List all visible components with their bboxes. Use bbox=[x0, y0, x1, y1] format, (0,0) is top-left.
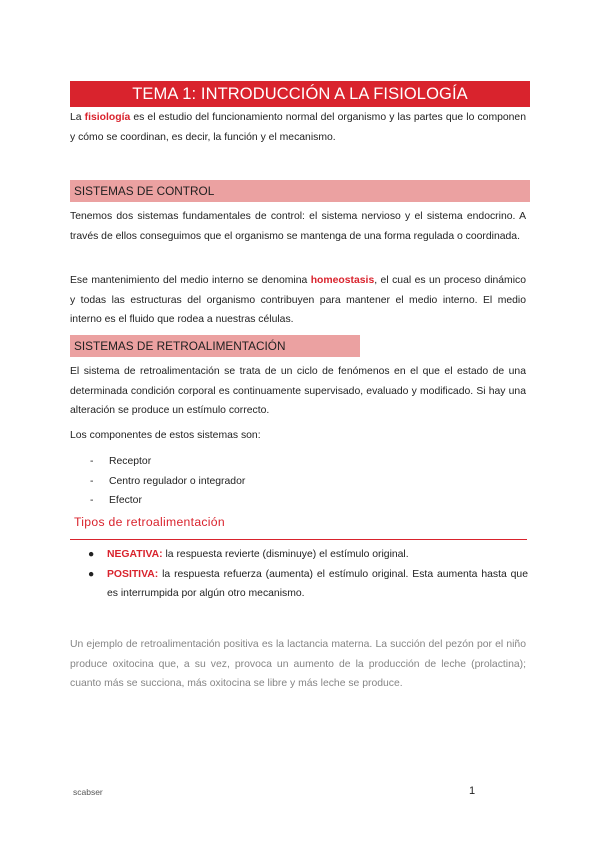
type-text: la respuesta revierte (disminuye) el estímulo original. bbox=[162, 549, 409, 560]
section-heading-control: SISTEMAS DE CONTROL bbox=[70, 180, 530, 202]
list-item bbox=[88, 565, 528, 604]
bullet-icon: ● bbox=[88, 568, 95, 580]
example-paragraph: Un ejemplo de retroalimentación positiva es la lactancia materna. La succión del pezón por el niño produce oxitocina que, a su vez, provoca un aumento de la producción de leche (prolactina); cuanto más se succiona, más oxitocina se libre y más leche se produce. bbox=[70, 639, 526, 690]
homeostasis-prefix: Ese mantenimiento del medio interno se denomina bbox=[70, 275, 311, 286]
feedback-paragraph-1: El sistema de retroalimentación se trata de un ciclo de fenómenos en el que el estado de una determinada condición corporal es continuamente supervisado, evaluado y modificado. Si hay una alteración se produce un estímulo correcto. bbox=[70, 366, 526, 417]
intro-term-fisiologia: fisiología bbox=[84, 112, 131, 123]
control-paragraph-1: Tenemos dos sistemas fundamentales de control: el sistema nervioso y el sistema endocrino. A través de ellos conseguimos que el organismo se mantenga de una forma regulada o coordinada. bbox=[70, 211, 526, 242]
type-label-negativa: NEGATIVA: bbox=[107, 549, 163, 560]
intro-rest: es el estudio del funcionamiento normal del organismo y las partes que lo componen y cómo se coordinan, es decir, la función y el mecanismo. bbox=[70, 112, 526, 143]
components-intro: Los componentes de estos sistemas son: bbox=[70, 430, 261, 441]
intro-prefix: La bbox=[70, 112, 85, 123]
control-paragraph-2 bbox=[70, 271, 526, 330]
list-item bbox=[88, 545, 528, 565]
homeostasis-rest: , el cual es un proceso dinámico y todas las estructuras del organismo contribuyen para mantener el medio interno. El medio interno es el fluido que rodea a nuestras células. bbox=[70, 275, 526, 326]
bullet-icon: ● bbox=[88, 549, 95, 560]
list-item: - Efector bbox=[90, 491, 245, 511]
footer-author: scabser bbox=[73, 787, 103, 797]
type-text: la respuesta refuerza (aumenta) el estímulo original. Esta aumenta hasta que es interrumpida por algún otro mecanismo. bbox=[107, 568, 528, 600]
types-heading: Tipos de retroalimentación bbox=[74, 515, 225, 529]
page-title: TEMA 1: INTRODUCCIÓN A LA FISIOLOGÍA bbox=[70, 81, 530, 107]
list-item: - Receptor bbox=[90, 452, 245, 472]
list-item: - Centro regulador o integrador bbox=[90, 472, 245, 492]
types-divider bbox=[70, 539, 527, 540]
intro-paragraph bbox=[70, 108, 526, 147]
homeostasis-term: homeostasis bbox=[310, 275, 375, 286]
type-label-positiva: POSITIVA: bbox=[107, 568, 159, 580]
components-list bbox=[90, 452, 245, 511]
types-list bbox=[88, 545, 528, 604]
page-number: 1 bbox=[469, 785, 476, 797]
document-page bbox=[70, 0, 530, 848]
section-heading-feedback: SISTEMAS DE RETROALIMENTACIÓN bbox=[70, 335, 360, 357]
